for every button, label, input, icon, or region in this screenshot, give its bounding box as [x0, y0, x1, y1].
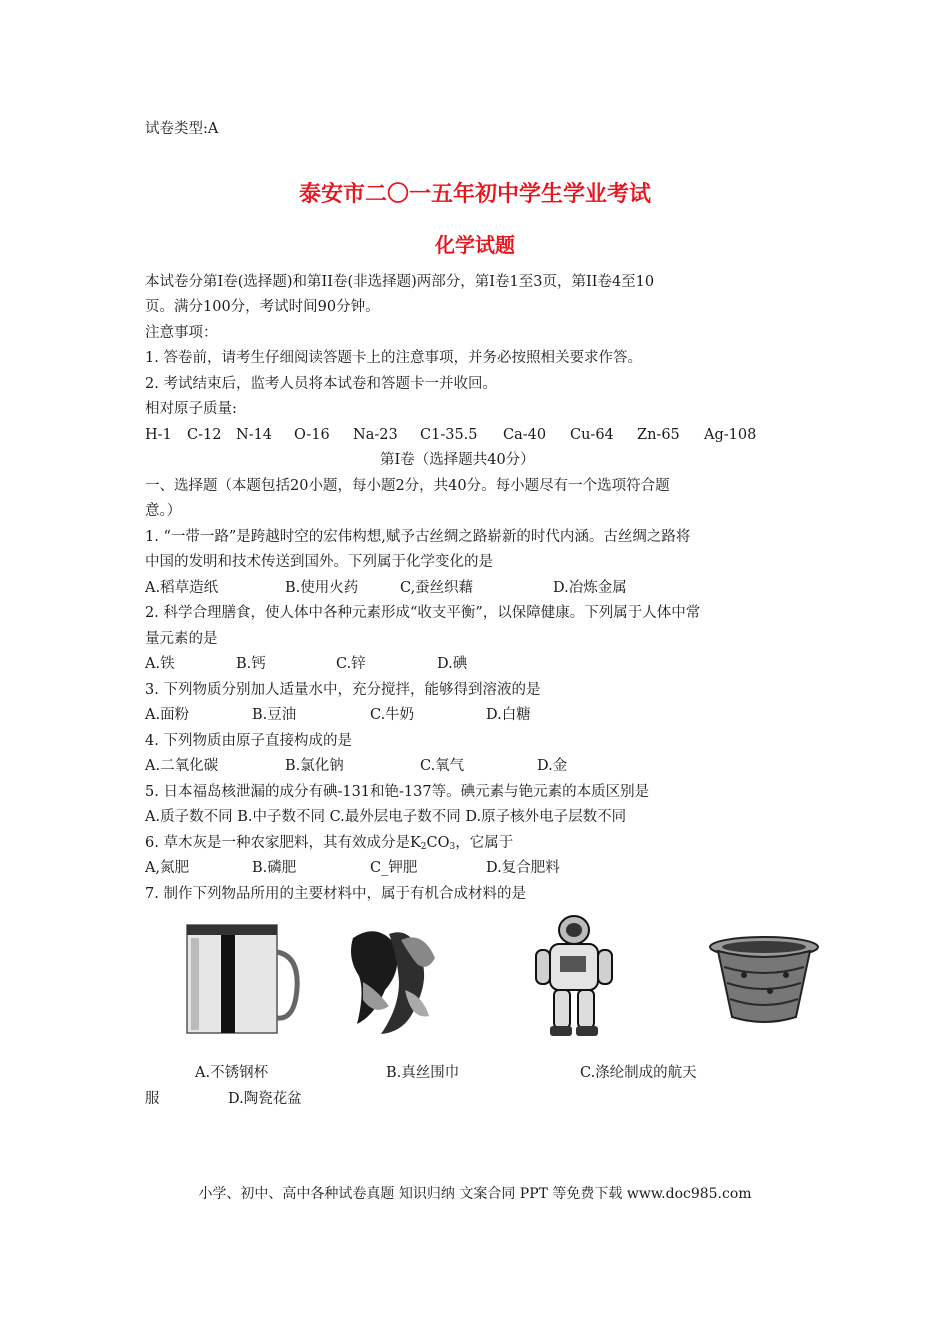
q6-stem: [145, 834, 513, 856]
intro-line-2: 页。满分100分，考试时间90分钟。: [145, 299, 380, 315]
q5-stem: 5. 日本福岛核泄漏的成分有碘-131和铯-137等。碘元素与铯元素的本质区别是: [145, 784, 650, 800]
atomic-mass-o: O-16: [294, 427, 330, 443]
intro-line-1: 本试卷分第Ⅰ卷(选择题)和第II卷(非选择题)两部分，第Ⅰ卷1至3页，第II卷4至10: [145, 274, 655, 290]
q7-caption-d: D.陶瓷花盆: [228, 1091, 302, 1107]
atomic-mass-h: H-1: [145, 427, 172, 443]
q5-options: A.质子数不同 B.中子数不同 C.最外层电子数不同 D.原子核外电子层数不同: [145, 809, 627, 825]
q6-sub-2: 3: [449, 842, 456, 852]
q6-option-b: B.磷肥: [252, 860, 297, 876]
part-one-line-2: 意。）: [145, 503, 182, 519]
ceramic-flowerpot-image: [708, 935, 820, 1027]
stainless-steel-cup-image: [185, 920, 300, 1035]
atomic-mass-zn: Zn-65: [637, 427, 680, 443]
q4-option-d: D.金: [537, 758, 568, 774]
silk-scarf-image: [345, 920, 445, 1035]
q3-option-b: B.豆油: [252, 707, 297, 723]
part-one-line-1: 一、选择题（本题包括20小题，每小题2分，共40分。每小题尽有一个选项符合题: [145, 478, 670, 494]
atomic-mass-ag: Ag-108: [704, 427, 757, 443]
page-footer: 小学、初中、高中各种试卷真题 知识归纳 文案合同 PPT 等免费下载 www.doc985.com: [198, 1186, 752, 1202]
atomic-mass-ca: Ca-40: [503, 427, 547, 443]
q3-option-a: A.面粉: [145, 707, 190, 723]
q2-option-c: C.锌: [336, 656, 366, 672]
atomic-mass-heading: 相对原子质量:: [145, 401, 237, 417]
atomic-mass-c: C-12: [187, 427, 222, 443]
notice-1: 1. 答卷前，请考生仔细阅读答题卡上的注意事项，并务必按照相关要求作答。: [145, 350, 642, 366]
q1-option-a: A.稻草造纸: [145, 580, 219, 596]
page-subtitle: 化学试题: [435, 233, 515, 257]
q4-option-b: B.氯化钠: [285, 758, 344, 774]
q1-option-b: B.使用火药: [285, 580, 359, 596]
q2-stem-1: 2. 科学合理膳食，使人体中各种元素形成“收支平衡”，以保障健康。下列属于人体中常: [145, 605, 701, 621]
q2-option-a: A.铁: [145, 656, 175, 672]
q7-caption-c-cont: 服: [145, 1091, 160, 1107]
q4-stem: 4. 下列物质由原子直接构成的是: [145, 733, 352, 749]
q6-option-a: A,氮肥: [145, 860, 190, 876]
polyester-spacesuit-image: [528, 912, 618, 1040]
q7-caption-a: A.不锈钢杯: [195, 1065, 269, 1081]
q4-option-a: A.二氧化碳: [145, 758, 219, 774]
q1-option-d: D.冶炼金属: [553, 580, 627, 596]
q6-option-d: D.复合肥料: [486, 860, 560, 876]
q7-caption-c: C.涤纶制成的航天: [580, 1065, 697, 1081]
q3-option-d: D.白糖: [486, 707, 531, 723]
q3-stem: 3. 下列物质分别加人适量水中，充分搅拌，能够得到溶液的是: [145, 682, 541, 698]
section-header: 第Ⅰ卷（选择题共40分）: [380, 452, 535, 468]
q6-stem-mid: CO: [426, 835, 450, 851]
q6-stem-before: 6. 草木灰是一种农家肥料，其有效成分是K: [145, 835, 421, 851]
paper-type: 试卷类型:A: [145, 121, 219, 137]
atomic-mass-na: Na-23: [353, 427, 398, 443]
q7-stem: 7. 制作下列物品所用的主要材料中，属于有机合成材料的是: [145, 886, 526, 902]
notice-2: 2. 考试结束后，监考人员将本试卷和答题卡一并收回。: [145, 376, 497, 392]
page-title: 泰安市二〇一五年初中学生学业考试: [298, 181, 651, 207]
q3-option-c: C.牛奶: [370, 707, 415, 723]
notice-heading: 注意事项：: [145, 325, 218, 341]
q1-option-c: C,蚕丝织藉: [400, 580, 474, 596]
q2-option-d: D.碘: [437, 656, 468, 672]
q6-sub-1: 2: [420, 842, 427, 852]
atomic-mass-n: N-14: [236, 427, 273, 443]
q2-stem-2: 量元素的是: [145, 631, 218, 647]
q1-stem-2: 中国的发明和技术传送到国外。下列属于化学变化的是: [145, 554, 493, 570]
q6-stem-after: ，它属于: [455, 835, 514, 851]
atomic-mass-cl: C1-35.5: [420, 427, 478, 443]
q7-caption-b: B.真丝围巾: [386, 1065, 460, 1081]
atomic-mass-cu: Cu-64: [570, 427, 614, 443]
q1-stem-1: 1. “一带一路”是跨越时空的宏伟构想,赋予古丝绸之路崭新的时代内涵。古丝绸之路将: [145, 529, 691, 545]
q6-option-c: C_钾肥: [370, 860, 418, 876]
q4-option-c: C.氧气: [420, 758, 465, 774]
q2-option-b: B.钙: [236, 656, 266, 672]
